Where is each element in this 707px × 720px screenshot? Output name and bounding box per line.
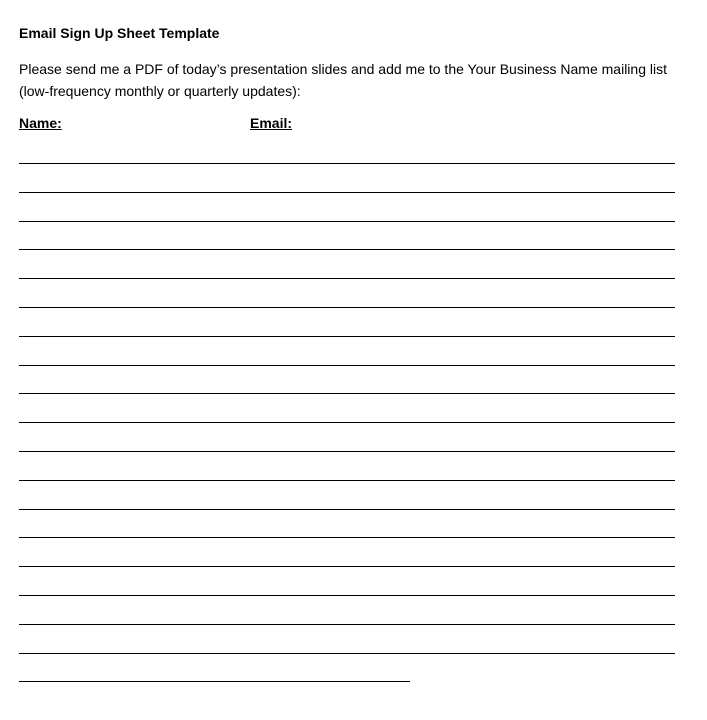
signup-line xyxy=(19,681,410,682)
document-title: Email Sign Up Sheet Template xyxy=(19,25,220,41)
signup-line xyxy=(19,566,675,567)
signup-line xyxy=(19,365,675,366)
signup-line xyxy=(19,422,675,423)
signup-line xyxy=(19,192,675,193)
signup-line xyxy=(19,509,675,510)
signup-line xyxy=(19,278,675,279)
intro-paragraph: Please send me a PDF of today’s presentation slides and add me to the Your Business Name mailing list (low-frequency monthly or quarterly updates): xyxy=(19,61,667,99)
signup-line xyxy=(19,163,675,164)
email-column-header: Email: xyxy=(250,115,293,131)
signup-line xyxy=(19,595,675,596)
signup-line xyxy=(19,307,675,308)
name-column-header: Name: xyxy=(19,115,62,131)
signup-line xyxy=(19,537,675,538)
signup-line xyxy=(19,624,675,625)
signup-line xyxy=(19,221,675,222)
signup-line xyxy=(19,451,675,452)
signup-line xyxy=(19,480,675,481)
signup-line xyxy=(19,249,675,250)
signup-line xyxy=(19,336,675,337)
signup-line xyxy=(19,653,675,654)
signup-line xyxy=(19,393,675,394)
